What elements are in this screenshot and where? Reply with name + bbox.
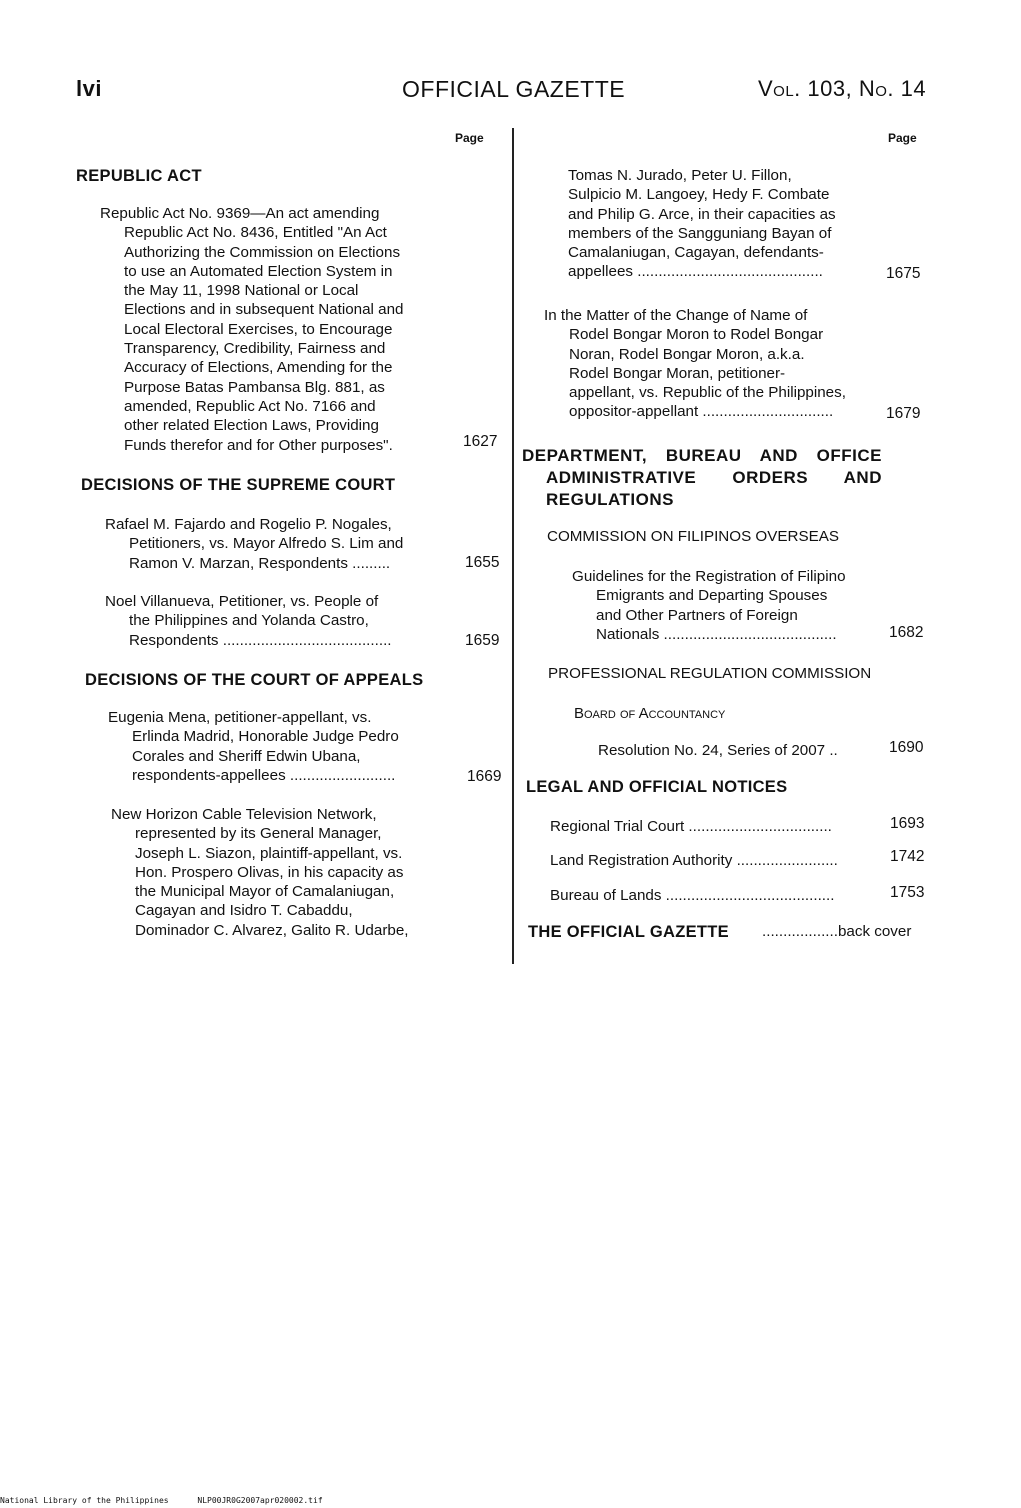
ca-line: Joseph L. Siazon, plaintiff-appellant, vs. — [135, 844, 403, 862]
volume-number: Vol. 103, No. 14 — [758, 76, 927, 101]
page-1675: 1675 — [886, 265, 921, 282]
sc-page-1655: 1655 — [465, 554, 500, 571]
sc-line: Rafael M. Fajardo and Rogelio P. Nogales, — [105, 516, 392, 533]
ca-line: respondents-appellees ......................... — [132, 766, 396, 784]
cont-line: members of the Sangguniang Bayan of — [568, 224, 832, 242]
page-1753: 1753 — [890, 884, 925, 901]
department-orders-heading — [522, 445, 882, 511]
ca-line: Corales and Sheriff Edwin Ubana, — [132, 747, 361, 765]
ca-line: the Municipal Mayor of Camalaniugan, — [135, 883, 395, 901]
right-page-column-label: Page — [888, 131, 917, 145]
republic-act-heading: REPUBLIC ACT — [76, 167, 202, 185]
page-1682: 1682 — [889, 624, 924, 641]
court-of-appeals-heading: DECISIONS OF THE COURT OF APPEALS — [85, 671, 424, 689]
ra-line: amended, Republic Act No. 7166 and — [124, 397, 376, 415]
supreme-court-heading: DECISIONS OF THE SUPREME COURT — [81, 476, 396, 494]
library-name: National Library of the Philippines — [0, 1496, 169, 1505]
sc-entry-villanueva[interactable] — [105, 592, 465, 650]
ca-line: Cagayan and Isidro T. Cabaddu, — [135, 902, 353, 920]
official-gazette-entry[interactable]: THE OFFICIAL GAZETTE — [528, 923, 729, 941]
bureau-of-lands-entry[interactable]: Bureau of Lands ........................................ — [550, 887, 835, 904]
sc-line: Ramon V. Marzan, Respondents ......... — [129, 554, 391, 572]
ca-entry-new-horizon[interactable] — [111, 805, 471, 940]
ra-line: to use an Automated Election System in — [124, 262, 393, 280]
board-of-accountancy: Board of Accountancy — [574, 705, 726, 722]
page-number-roman: lvi — [76, 76, 102, 101]
scan-filename: NLP00JR0G2007apr020002.tif — [197, 1496, 323, 1505]
ca-line: Hon. Prospero Olivas, in his capacity as — [135, 863, 404, 881]
sc-line: Noel Villanueva, Petitioner, vs. People of — [105, 593, 379, 610]
column-divider — [512, 128, 514, 964]
sc-entry-fajardo[interactable] — [105, 515, 465, 573]
regional-trial-court-entry[interactable]: Regional Trial Court .................................. — [550, 818, 832, 835]
cfo-heading: COMMISSION ON FILIPINOS OVERSEAS — [547, 528, 839, 545]
name-line: Rodel Bongar Moron to Rodel Bongar — [569, 326, 824, 344]
ca-line: New Horizon Cable Television Network, — [111, 806, 377, 823]
prc-heading: PROFESSIONAL REGULATION COMMISSION — [548, 665, 872, 682]
page-1742: 1742 — [890, 848, 925, 865]
ra-page-number: 1627 — [463, 433, 498, 450]
ca-entry-continued[interactable] — [568, 166, 888, 282]
cont-line: and Philip G. Arce, in their capacities as — [568, 205, 836, 223]
name-line: Noran, Rodel Bongar Moron, a.k.a. — [569, 345, 805, 363]
dept-heading-line: DEPARTMENT, BUREAU AND OFFICE — [522, 446, 882, 465]
back-cover-leader: ..................back cover — [762, 923, 912, 940]
cont-line: Camalaniugan, Cagayan, defendants- — [568, 244, 824, 262]
resolution-entry[interactable]: Resolution No. 24, Series of 2007 .. — [598, 742, 838, 759]
ca-line: Erlinda Madrid, Honorable Judge Pedro — [132, 728, 399, 746]
sc-line: Petitioners, vs. Mayor Alfredo S. Lim and — [129, 535, 404, 553]
ra-line: Funds therefor and for Other purposes". — [124, 436, 393, 454]
cont-line: appellees ............................................ — [568, 263, 823, 281]
ra-line: Accuracy of Elections, Amending for the — [124, 359, 393, 377]
cfo-line: and Other Partners of Foreign — [596, 606, 798, 624]
scan-source-footer — [0, 1496, 323, 1505]
ra-line: other related Election Laws, Providing — [124, 417, 379, 435]
ra-line: Republic Act No. 9369—An act amending — [100, 205, 380, 222]
sc-page-1659: 1659 — [465, 632, 500, 649]
left-page-column-label: Page — [455, 131, 484, 145]
publication-title: OFFICIAL GAZETTE — [402, 76, 626, 102]
ca-line: represented by its General Manager, — [135, 825, 382, 843]
page-1693: 1693 — [890, 815, 925, 832]
dept-heading-line: REGULATIONS — [546, 490, 674, 509]
cfo-line: Guidelines for the Registration of Filipino — [572, 568, 846, 585]
name-line: oppositor-appellant ............................... — [569, 403, 834, 421]
name-line: Rodel Bongar Moran, petitioner- — [569, 364, 786, 382]
ra-line: Local Electoral Exercises, to Encourage — [124, 320, 393, 338]
ca-page-1669: 1669 — [467, 768, 502, 785]
cont-line: Sulpicio M. Langoey, Hedy F. Combate — [568, 186, 830, 204]
land-registration-entry[interactable]: Land Registration Authority ........................ — [550, 852, 838, 869]
name-line: In the Matter of the Change of Name of — [544, 307, 808, 324]
ra-line: Elections and in subsequent National and — [124, 301, 404, 319]
name-line: appellant, vs. Republic of the Philippines, — [569, 384, 846, 402]
ca-line: Eugenia Mena, petitioner-appellant, vs. — [108, 709, 372, 726]
page-1679: 1679 — [886, 405, 921, 422]
cont-line: Tomas N. Jurado, Peter U. Fillon, — [568, 167, 792, 184]
ra-line: Purpose Batas Pambansa Blg. 881, as — [124, 378, 385, 396]
page-1690: 1690 — [889, 739, 924, 756]
ca-entry-change-of-name[interactable] — [544, 306, 889, 422]
cfo-line: Nationals ......................................... — [596, 625, 837, 643]
ra-line: Authorizing the Commission on Elections — [124, 243, 401, 261]
ra-line: Transparency, Credibility, Fairness and — [124, 340, 386, 358]
republic-act-entry[interactable] — [100, 204, 460, 455]
cfo-guidelines-entry[interactable] — [572, 567, 887, 644]
cfo-line: Emigrants and Departing Spouses — [596, 587, 828, 605]
ca-entry-mena[interactable] — [108, 708, 468, 785]
dept-heading-line: ADMINISTRATIVE ORDERS AND — [546, 468, 882, 487]
sc-line: the Philippines and Yolanda Castro, — [129, 612, 369, 630]
ra-line: Republic Act No. 8436, Entitled "An Act — [124, 224, 387, 242]
ca-line: Dominador C. Alvarez, Galito R. Udarbe, — [135, 921, 409, 939]
sc-line: Respondents ........................................ — [129, 631, 392, 649]
ra-line: the May 11, 1998 National or Local — [124, 282, 359, 300]
legal-notices-heading: LEGAL AND OFFICIAL NOTICES — [526, 778, 788, 796]
